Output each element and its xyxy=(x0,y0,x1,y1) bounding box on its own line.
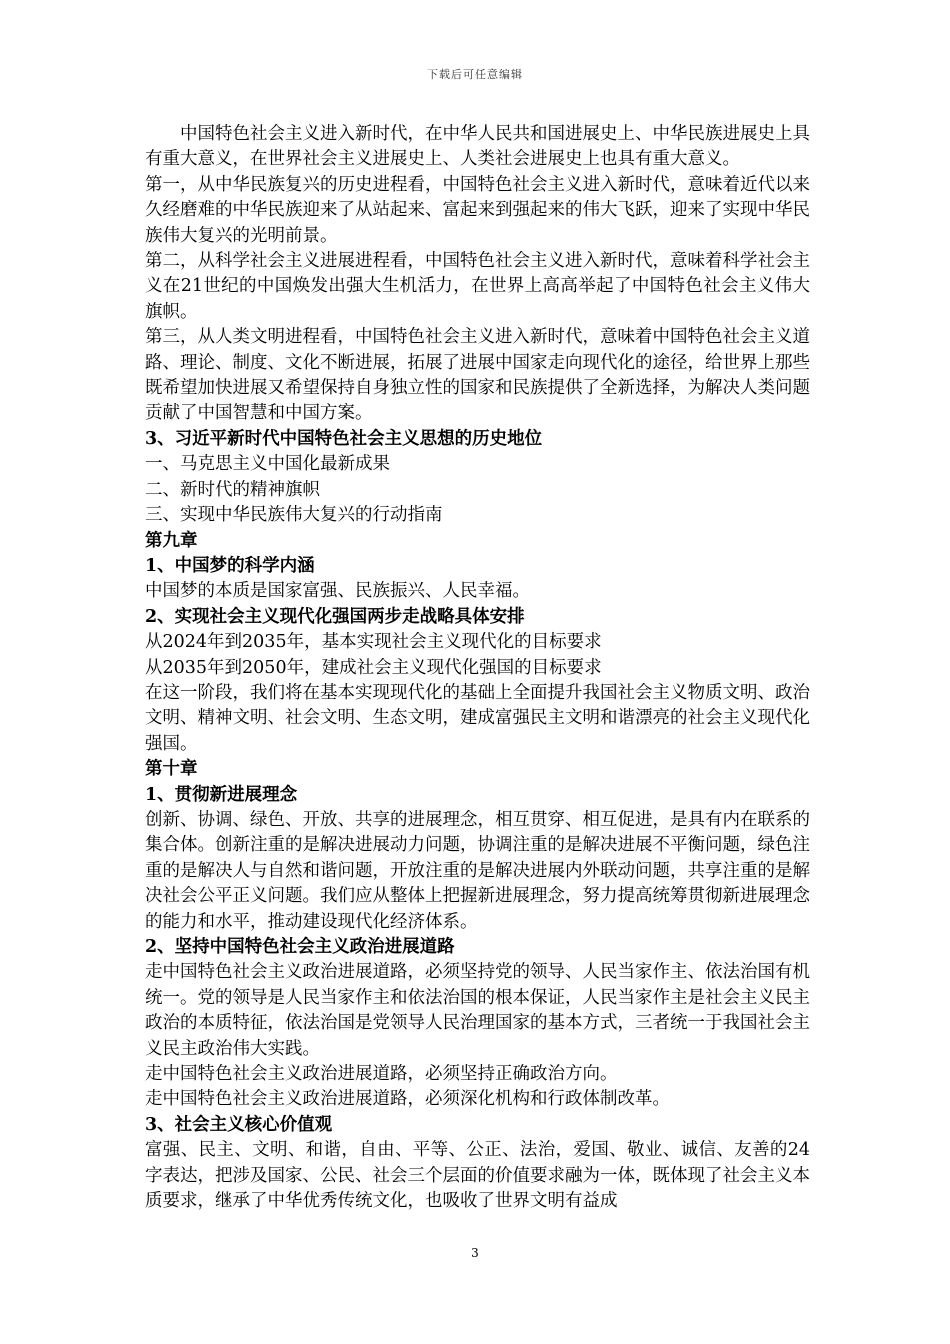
paragraph: 走中国特色社会主义政治进展道路，必须深化机构和行政体制改革。 xyxy=(145,1089,670,1110)
section-heading: 2、实现社会主义现代化强国两步走战略具体安排 xyxy=(145,606,525,627)
paragraph: 一、马克思主义中国化最新成果 xyxy=(145,454,390,475)
paragraph: 三、实现中华民族伟大复兴的行动指南 xyxy=(145,505,443,526)
section-heading: 3、社会主义核心价值观 xyxy=(145,1114,333,1135)
paragraph: 创新、协调、绿色、开放、共享的进展理念，相互贯穿、相互促进，是具有内在联系的集合体。创新注重的是解决进展动力问题，协调注重的是解决进展不平衡问题，绿色注重的是解决人与自然和谐问题，开放注重的是解决进展内外联动问题，共享注重的是解决社会公平正义问题。我们应从整体上把握新进展理念，努力提高统筹贯彻新进展理念的能力和水平，推动建设现代化经济体系。 xyxy=(145,809,810,932)
page-header: 下载后可任意编辑 xyxy=(427,68,523,81)
section-heading: 第十章 xyxy=(145,759,198,780)
document-body xyxy=(145,122,810,1214)
section-heading: 1、贯彻新进展理念 xyxy=(145,784,298,805)
paragraph: 中国特色社会主义进入新时代，在中华人民共和国进展史上、中华民族进展史上具有重大意义，在世界社会主义进展史上、人类社会进展史上也具有重大意义。 xyxy=(145,124,810,170)
page-number: 3 xyxy=(471,1246,479,1260)
paragraph: 从2035年到2050年，建成社会主义现代化强国的目标要求 xyxy=(145,657,602,678)
paragraph: 在这一阶段，我们将在基本实现现代化的基础上全面提升我国社会主义物质文明、政治文明、精神文明、社会文明、生态文明，建成富强民主文明和谐漂亮的社会主义现代化强国。 xyxy=(145,682,810,754)
paragraph: 从2024年到2035年，基本实现社会主义现代化的目标要求 xyxy=(145,632,602,653)
section-heading: 2、坚持中国特色社会主义政治进展道路 xyxy=(145,937,455,957)
paragraph: 第一，从中华民族复兴的历史进程看，中国特色社会主义进入新时代，意味着近代以来久经磨难的中华民族迎来了从站起来、富起来到强起来的伟大飞跃，迎来了实现中华民族伟大复兴的光明前景。 xyxy=(145,174,810,246)
paragraph: 中国梦的本质是国家富强、民族振兴、人民幸福。 xyxy=(145,581,530,602)
paragraph: 富强、民主、文明、和谐，自由、平等、公正、法治，爱国、敬业、诚信、友善的24字表达，把涉及国家、公民、社会三个层面的价值要求融为一体，既体现了社会主义本质要求，继承了中华优秀传统文化，也吸收了世界文明有益成 xyxy=(145,1140,810,1212)
paragraph: 走中国特色社会主义政治进展道路，必须坚持党的领导、人民当家作主、依法治国有机统一。党的领导是人民当家作主和依法治国的根本保证，人民当家作主是社会主义民主政治的本质特征，依法治国是党领导人民治理国家的基本方式，三者统一于我国社会主义民主政治伟大实践。 xyxy=(145,962,810,1059)
section-heading: 3、习近平新时代中国特色社会主义思想的历史地位 xyxy=(145,428,543,449)
paragraph: 二、新时代的精神旗帜 xyxy=(145,479,320,500)
section-heading: 第九章 xyxy=(145,530,198,551)
paragraph: 走中国特色社会主义政治进展道路，必须坚持正确政治方向。 xyxy=(145,1064,618,1085)
paragraph: 第二，从科学社会主义进展进程看，中国特色社会主义进入新时代，意味着科学社会主义在21世纪的中国焕发出强大生机活力，在世界上高高举起了中国特色社会主义伟大旗帜。 xyxy=(145,251,810,322)
section-heading: 1、中国梦的科学内涵 xyxy=(145,555,315,576)
paragraph: 第三，从人类文明进程看，中国特色社会主义进入新时代，意味着中国特色社会主义道路、理论、制度、文化不断进展，拓展了进展中国家走向现代化的途径，给世界上那些既希望加快进展又希望保持自身独立性的国家和民族提供了全新选择，为解决人类问题贡献了中国智慧和中国方案。 xyxy=(145,327,810,424)
